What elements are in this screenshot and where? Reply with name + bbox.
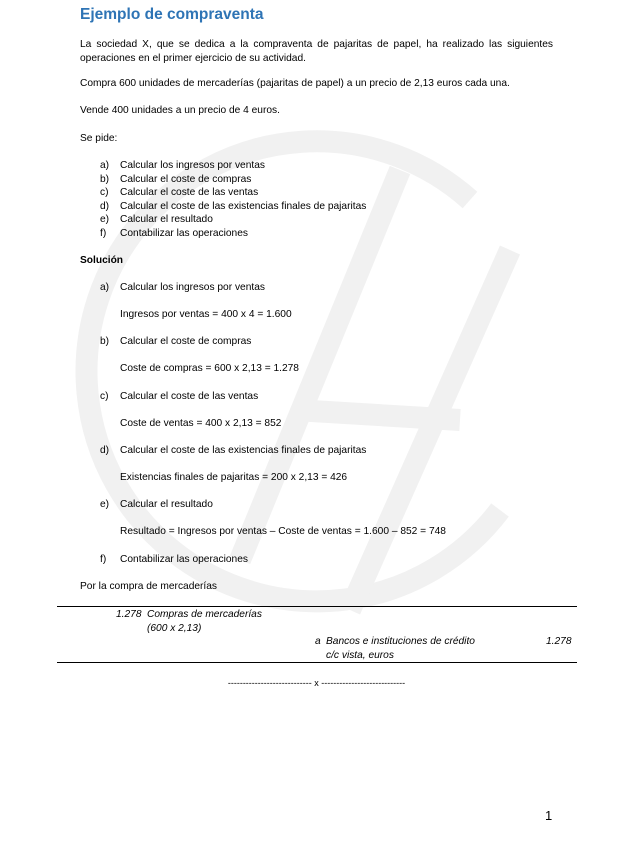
separator-line: ---------------------------- x ---------------------------- <box>227 678 406 688</box>
task-letter: c) <box>100 187 109 198</box>
sale-sentence: Vende 400 unidades a un precio de 4 euros. <box>80 105 280 116</box>
task-text: Calcular el coste de compras <box>120 174 252 185</box>
task-letter: d) <box>100 201 110 212</box>
intro-paragraph: La sociedad X, que se dedica a la compraventa de pajaritas de papel, ha realizado las siguientes operaciones en el primer ejercicio de su actividad. <box>80 39 553 64</box>
task-letter: b) <box>100 174 110 185</box>
task-letter: a) <box>100 160 110 171</box>
page-title: Ejemplo de compraventa <box>80 6 264 23</box>
solution-formula: Resultado = Ingresos por ventas – Coste de ventas = 1.600 – 852 = 748 <box>120 526 446 537</box>
solution-text: Contabilizar las operaciones <box>120 554 248 565</box>
solution-text: Calcular el coste de compras <box>120 336 252 347</box>
task-text: Calcular el coste de las existencias finales de pajaritas <box>120 201 367 212</box>
solution-letter: a) <box>100 282 110 293</box>
task-text: Calcular el resultado <box>120 214 213 225</box>
debit-amount: 1.278 <box>116 609 142 620</box>
solution-letter: e) <box>100 499 110 510</box>
debit-detail: (600 x 2,13) <box>147 623 202 634</box>
solution-text: Calcular el coste de las ventas <box>120 391 259 402</box>
credit-prefix: a <box>315 636 321 647</box>
solution-heading: Solución <box>80 255 124 266</box>
solution-text: Calcular el coste de las existencias finales de pajaritas <box>120 445 367 456</box>
credit-detail: c/c vista, euros <box>326 650 394 661</box>
solution-letter: c) <box>100 391 109 402</box>
task-text: Calcular el coste de las ventas <box>120 187 259 198</box>
debit-account: Compras de mercaderías <box>147 609 262 620</box>
solution-formula: Ingresos por ventas = 400 x 4 = 1.600 <box>120 309 292 320</box>
task-letter: f) <box>100 228 107 239</box>
purchase-sentence: Compra 600 unidades de mercaderías (pajaritas de papel) a un precio de 2,13 euros cada una. <box>80 78 510 89</box>
page-number: 1 <box>545 808 553 823</box>
solution-letter: b) <box>100 336 110 347</box>
task-text: Contabilizar las operaciones <box>120 228 248 239</box>
solution-text: Calcular el resultado <box>120 499 213 510</box>
journal-intro: Por la compra de mercaderías <box>80 581 218 592</box>
solution-formula: Coste de ventas = 400 x 2,13 = 852 <box>120 418 282 429</box>
solution-letter: d) <box>100 445 110 456</box>
journal-top-rule <box>57 606 577 607</box>
credit-amount: 1.278 <box>546 636 572 647</box>
solution-formula: Coste de compras = 600 x 2,13 = 1.278 <box>120 363 299 374</box>
journal-bottom-rule <box>57 662 577 663</box>
solution-letter: f) <box>100 554 107 565</box>
credit-account: Bancos e instituciones de crédito <box>326 636 475 647</box>
solution-formula: Existencias finales de pajaritas = 200 x 2,13 = 426 <box>120 472 348 483</box>
se-pide-label: Se pide: <box>80 133 118 144</box>
solution-text: Calcular los ingresos por ventas <box>120 282 265 293</box>
task-text: Calcular los ingresos por ventas <box>120 160 265 171</box>
task-letter: e) <box>100 214 110 225</box>
